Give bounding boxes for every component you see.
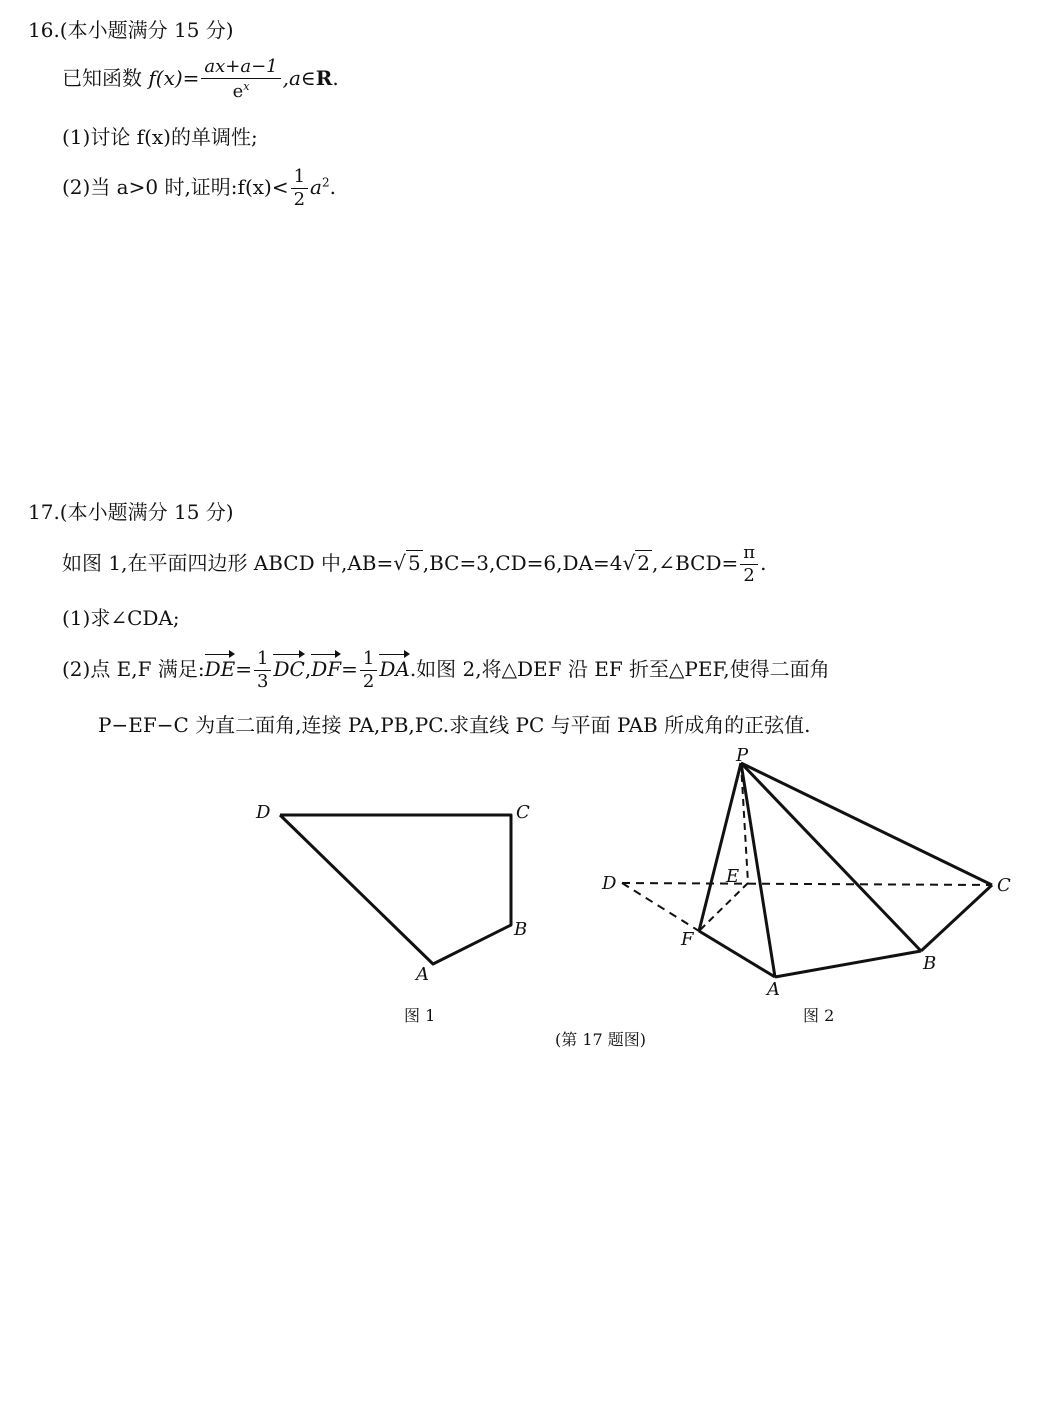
- q17-eq2: =: [341, 657, 358, 681]
- q16-half-den: 2: [293, 189, 306, 210]
- q16-frac-den: e: [232, 81, 244, 102]
- figure1-quadrilateral: [280, 815, 511, 964]
- figure1-label-b: B: [514, 919, 528, 940]
- q17-part2-a: (2)点 E,F 满足:: [62, 657, 205, 681]
- figure1-caption: 图 1: [404, 1006, 436, 1025]
- q17-sqrt5: √ 5: [393, 551, 421, 575]
- q17-sqrt2: √ 2: [622, 551, 650, 575]
- figure2-label-e: E: [726, 866, 740, 887]
- figure2-line-pf: [699, 763, 741, 931]
- figure2-line-bc: [921, 885, 992, 951]
- q16-frac-den-sup: x: [243, 80, 250, 93]
- q16-part2-end: .: [329, 175, 336, 199]
- figure-caption: (第 17 题图): [555, 1030, 647, 1049]
- figure2-line-pc: [741, 763, 992, 885]
- figure2-line-fa: [699, 931, 775, 977]
- q16-f-lhs: f(x)=: [148, 66, 200, 90]
- q17-frac1-den: 3: [257, 671, 269, 692]
- q17-part1: (1)求∠CDA;: [62, 606, 180, 630]
- q16-stem: [62, 58, 339, 101]
- q17-vec-de: DE: [204, 657, 236, 681]
- q17-header: 17.(本小题满分 15 分): [28, 500, 234, 524]
- q16-real-set: R: [315, 66, 333, 90]
- q17-pi: π: [740, 544, 758, 565]
- q17-frac2-num: 1: [360, 650, 377, 671]
- q17-part2: [62, 650, 830, 691]
- q16-frac-num: ax+a−1: [201, 58, 280, 79]
- q16-part1: (1)讨论 f(x)的单调性;: [62, 125, 258, 149]
- q16-stem-suffix: ,a∈: [282, 66, 316, 90]
- figure2-label-a: A: [767, 979, 780, 1000]
- q17-stem: [62, 544, 766, 585]
- q16-part2-tail: a: [310, 175, 322, 199]
- q17-vec-dc: DC: [273, 657, 305, 681]
- q17-two: 2: [743, 565, 755, 586]
- q16-fraction: [201, 58, 280, 101]
- figure2-caption: 图 2: [803, 1006, 835, 1025]
- figure2-line-dc: [622, 883, 992, 885]
- figure1-label-c: C: [516, 802, 530, 823]
- q16-part2-sup: 2: [321, 175, 330, 190]
- q17-frac1-num: 1: [254, 650, 271, 671]
- q16-half-num: 1: [291, 168, 308, 189]
- q16-part2: [62, 168, 336, 209]
- q17-eq1: =: [235, 657, 253, 681]
- q17-frac1: [254, 650, 271, 691]
- figure2-label-d: D: [602, 873, 617, 894]
- figure2-line-pb: [741, 763, 921, 951]
- q17-comma: ,: [304, 657, 312, 681]
- q16-header: 16.(本小题满分 15 分): [28, 18, 234, 42]
- figure1-label-d: D: [256, 802, 271, 823]
- figure2-line-df: [622, 883, 699, 931]
- figure-1: [255, 802, 530, 1025]
- q17-pi-over-2: [740, 544, 758, 585]
- figure2-label-c: C: [997, 875, 1011, 896]
- figure1-label-a: A: [416, 964, 429, 985]
- figure-2: [601, 745, 1011, 1025]
- q17-part2-b: .如图 2,将△DEF 沿 EF 折至△PEF,使得二面角: [409, 657, 830, 681]
- q17-figures: [0, 745, 1054, 1105]
- q17-vec-da: DA: [379, 657, 410, 681]
- figure2-label-b: B: [923, 953, 937, 974]
- q17-stem-end: .: [760, 551, 767, 575]
- q16-half: [291, 168, 308, 209]
- q17-frac2-den: 2: [362, 671, 375, 692]
- q17-stem-a: 如图 1,在平面四边形 ABCD 中,AB=: [62, 551, 394, 575]
- q17-stem-b: ,BC=3,CD=6,DA=4: [422, 551, 623, 575]
- figure2-line-ab: [775, 951, 921, 977]
- q16-stem-prefix: 已知函数: [62, 66, 142, 90]
- q17-stem-c: ,∠BCD=: [651, 551, 739, 575]
- figure2-label-f: F: [681, 929, 694, 950]
- figure2-label-p: P: [736, 745, 749, 766]
- q17-frac2: [360, 650, 377, 691]
- q17-vec-df: DF: [311, 657, 342, 681]
- q17-part2-cont: P−EF−C 为直二面角,连接 PA,PB,PC.求直线 PC 与平面 PAB 所成角的正弦值.: [98, 713, 811, 737]
- q16-part2-text: (2)当 a>0 时,证明:f(x)<: [62, 175, 289, 199]
- q16-stem-end: .: [332, 66, 339, 90]
